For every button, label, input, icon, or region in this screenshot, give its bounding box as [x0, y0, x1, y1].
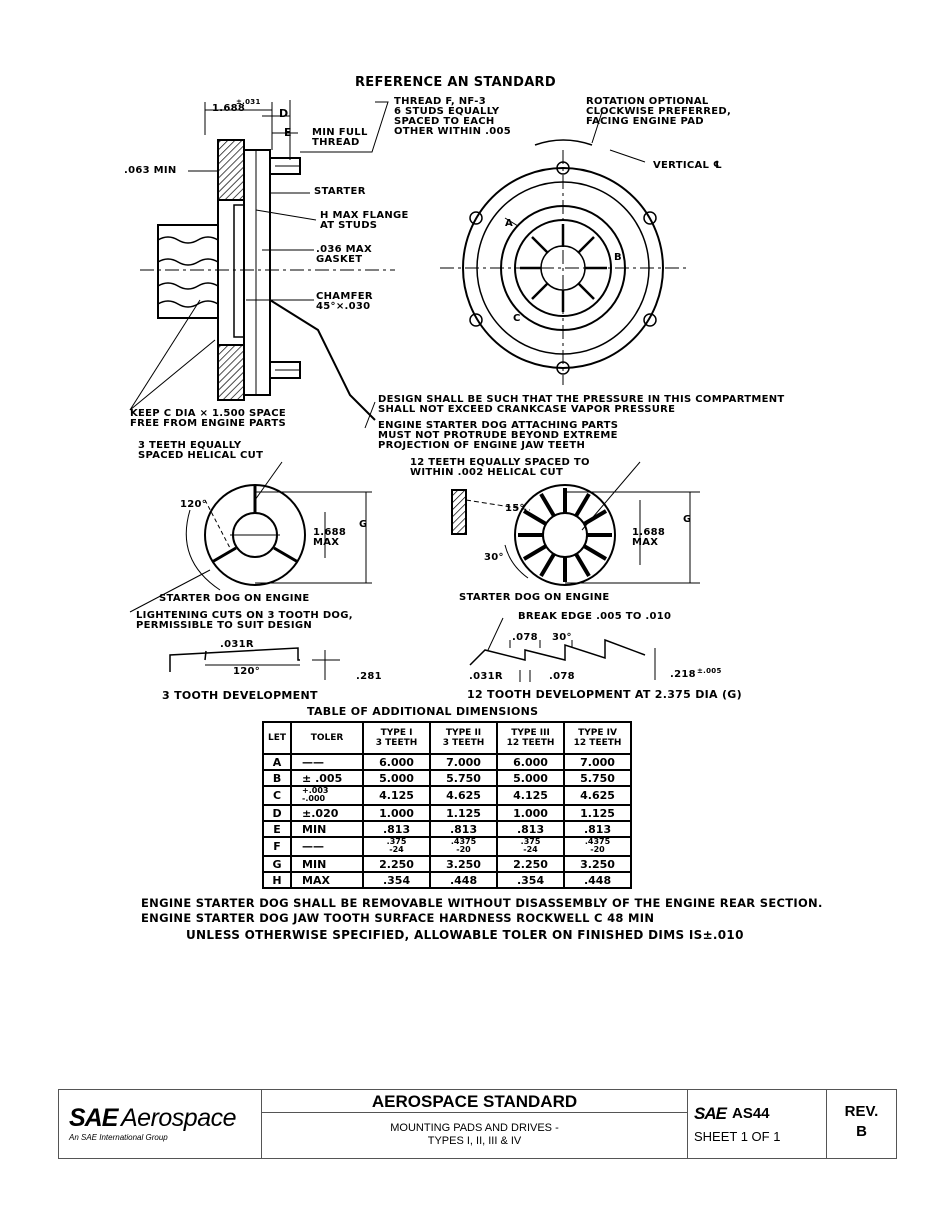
- cell-let: C: [263, 786, 291, 805]
- table-row: [263, 872, 631, 888]
- cell-type-2: 3.250: [430, 856, 497, 872]
- rev-label: REV.: [844, 1103, 879, 1120]
- dim-30-label: 30°: [552, 632, 572, 643]
- cell-let: G: [263, 856, 291, 872]
- starter-label: STARTER: [314, 186, 366, 197]
- r031-b-label: .031R: [469, 671, 503, 682]
- cell-type-2: .448: [430, 872, 497, 888]
- cell-toler: MIN: [291, 821, 363, 837]
- min-063-label: .063 MIN: [124, 165, 177, 176]
- cell-type-2: 7.000: [430, 754, 497, 770]
- thread-stack: .4375 -20: [450, 837, 477, 854]
- logo-subtitle: An SAE International Group: [69, 1133, 168, 1142]
- cell-toler: MAX: [291, 872, 363, 888]
- max-1688-a-label: 1.688 MAX: [313, 527, 347, 548]
- sheet-label: SHEET 1 OF 1: [694, 1129, 781, 1144]
- cell-type-3: .354: [497, 872, 564, 888]
- cell-type-1: 6.000: [363, 754, 430, 770]
- keep-c-note: KEEP C DIA × 1.500 SPACE FREE FROM ENGINE PARTS: [130, 408, 286, 429]
- end-view: [440, 112, 688, 385]
- cell-type-1: 1.000: [363, 805, 430, 821]
- cell-let: A: [263, 754, 291, 770]
- note-tolerance: UNLESS OTHERWISE SPECIFIED, ALLOWABLE TOLER ON FINISHED DIMS IS±.010: [186, 928, 744, 942]
- dim-218-label: .218: [670, 669, 696, 680]
- cell-toler: ——: [291, 754, 363, 770]
- twelve-tooth-dog-view: [452, 462, 700, 585]
- angle-120-label: 120°: [180, 499, 208, 510]
- dim-e-label: E: [284, 126, 292, 139]
- cell-type-3: 5.000: [497, 770, 564, 786]
- max-1688-b-label: 1.688 MAX: [632, 527, 666, 548]
- thread-stack: .375 -24: [520, 837, 541, 854]
- cell-type-1: [363, 837, 430, 856]
- cell-type-2: .813: [430, 821, 497, 837]
- table-row: [263, 837, 631, 856]
- cell-toler: [291, 786, 363, 805]
- rev-value: B: [856, 1123, 867, 1140]
- angle-15-label: 15°: [505, 503, 525, 514]
- thread-stack: .375 -24: [386, 837, 407, 854]
- table-row: [263, 805, 631, 821]
- table-row: [263, 821, 631, 837]
- cell-let: B: [263, 770, 291, 786]
- lightening-cuts-note: LIGHTENING CUTS ON 3 TOOTH DOG, PERMISSIBLE TO SUIT DESIGN: [136, 610, 353, 631]
- rotation-note: ROTATION OPTIONAL CLOCKWISE PREFERRED, FACING ENGINE PAD: [586, 96, 732, 127]
- cell-type-2: 4.625: [430, 786, 497, 805]
- title-block: [58, 1089, 897, 1159]
- cell-let: H: [263, 872, 291, 888]
- table-title: TABLE OF ADDITIONAL DIMENSIONS: [307, 705, 539, 718]
- min-full-thread-label: MIN FULL THREAD: [312, 127, 368, 148]
- cell-type-4: .448: [564, 872, 631, 888]
- dim-078a-label: .078: [512, 632, 538, 643]
- cell-type-1: .354: [363, 872, 430, 888]
- note-hardness: ENGINE STARTER DOG JAW TOOTH SURFACE HARDNESS ROCKWELL C 48 MIN: [141, 911, 655, 925]
- table-row: [263, 754, 631, 770]
- dev-120-label: 120°: [233, 666, 261, 677]
- dim-1688-tol-label: ±.031: [236, 98, 261, 106]
- cell-type-2: 1.125: [430, 805, 497, 821]
- cell-toler: ±.020: [291, 805, 363, 821]
- cell-type-2: 5.750: [430, 770, 497, 786]
- thread-stack: .4375 -20: [584, 837, 611, 854]
- g-a-label: G: [359, 519, 368, 530]
- cell-type-3: 4.125: [497, 786, 564, 805]
- note-removable: ENGINE STARTER DOG SHALL BE REMOVABLE WITHOUT DISASSEMBLY OF THE ENGINE REAR SECTION.: [141, 896, 823, 910]
- cell-type-3: .813: [497, 821, 564, 837]
- g-b-label: G: [683, 514, 692, 525]
- three-tooth-development-label: 3 TOOTH DEVELOPMENT: [162, 689, 318, 702]
- cell-type-4: .813: [564, 821, 631, 837]
- break-edge-label: BREAK EDGE .005 TO .010: [518, 611, 672, 622]
- dim-218-tol-label: ±.005: [697, 667, 722, 675]
- header-type-2: TYPE II 3 TEETH: [430, 722, 497, 754]
- standard-title: AEROSPACE STANDARD: [371, 1092, 578, 1111]
- cell-type-1: 2.250: [363, 856, 430, 872]
- dimensions-table: [262, 721, 632, 889]
- dim-d-label: D: [279, 107, 289, 120]
- dim-1688-label: 1.688: [212, 103, 246, 114]
- revision-cell: [827, 1090, 896, 1158]
- label-a: A: [505, 218, 514, 229]
- dog-attaching-note: ENGINE STARTER DOG ATTACHING PARTS MUST NOT PROTRUDE BEYOND EXTREME PROJECTION OF ENGINE JAW TEETH: [378, 420, 619, 451]
- cell-type-4: 4.625: [564, 786, 631, 805]
- dim-078b-label: .078: [549, 671, 575, 682]
- cell-type-4: 5.750: [564, 770, 631, 786]
- header-type-3: TYPE III 12 TEETH: [497, 722, 564, 754]
- title-cell: [262, 1090, 688, 1158]
- standard-subtitle: MOUNTING PADS AND DRIVES - TYPES I, II, III & IV: [390, 1122, 559, 1147]
- r031-a-label: .031R: [220, 639, 254, 650]
- doc-number: AS44: [732, 1105, 770, 1122]
- cell-type-1: 4.125: [363, 786, 430, 805]
- starter-dog-engine-b: STARTER DOG ON ENGINE: [459, 592, 610, 603]
- cell-type-4: [564, 837, 631, 856]
- table-row: [263, 856, 631, 872]
- design-note: DESIGN SHALL BE SUCH THAT THE PRESSURE IN THIS COMPARTMENT SHALL NOT EXCEED CRANKCASE VAPOR PRESSURE: [378, 394, 785, 415]
- three-teeth-note: 3 TEETH EQUALLY SPACED HELICAL CUT: [138, 440, 264, 461]
- starter-dog-engine-a: STARTER DOG ON ENGINE: [159, 593, 310, 604]
- label-b: B: [614, 252, 622, 263]
- table-row: [263, 786, 631, 805]
- header-let: LET: [263, 722, 291, 754]
- cell-let: D: [263, 805, 291, 821]
- cell-type-1: .813: [363, 821, 430, 837]
- cell-toler: ± .005: [291, 770, 363, 786]
- twelve-tooth-development-label: 12 TOOTH DEVELOPMENT AT 2.375 DIA (G): [467, 688, 742, 701]
- title-divider: [262, 1112, 687, 1113]
- cell-type-3: 6.000: [497, 754, 564, 770]
- header-type-1: TYPE I 3 TEETH: [363, 722, 430, 754]
- angle-30-label: 30°: [484, 552, 504, 563]
- cell-type-4: 1.125: [564, 805, 631, 821]
- aerospace-wordmark: Aerospace: [121, 1104, 237, 1132]
- vertical-centerline-label: VERTICAL ℄: [653, 160, 723, 171]
- drawing-header: REFERENCE AN STANDARD: [355, 75, 556, 90]
- table-header-row: [263, 722, 631, 754]
- logo-cell: [59, 1090, 262, 1158]
- cell-toler: ——: [291, 837, 363, 856]
- sae-logo: SAE: [69, 1104, 118, 1132]
- cell-type-1: 5.000: [363, 770, 430, 786]
- sae-doc-logo: SAE: [694, 1104, 726, 1123]
- dim-281-label: .281: [356, 671, 382, 682]
- h-max-flange-label: H MAX FLANGE AT STUDS: [320, 210, 409, 231]
- toler-stack: +.003 -.000: [302, 786, 329, 803]
- chamfer-label: CHAMFER 45°×.030: [316, 291, 373, 312]
- thread-note: THREAD F, NF-3 6 STUDS EQUALLY SPACED TO EACH OTHER WITHIN .005: [394, 96, 511, 137]
- table-row: [263, 770, 631, 786]
- cell-toler: MIN: [291, 856, 363, 872]
- cell-let: E: [263, 821, 291, 837]
- doc-number-cell: [688, 1090, 827, 1158]
- cell-type-3: 2.250: [497, 856, 564, 872]
- cell-type-3: 1.000: [497, 805, 564, 821]
- cell-type-3: [497, 837, 564, 856]
- gasket-label: .036 MAX GASKET: [316, 244, 372, 265]
- cell-type-4: 3.250: [564, 856, 631, 872]
- cell-let: F: [263, 837, 291, 856]
- label-c: C: [513, 313, 521, 324]
- twelve-teeth-note: 12 TEETH EQUALLY SPACED TO WITHIN .002 HELICAL CUT: [410, 457, 590, 478]
- header-type-4: TYPE IV 12 TEETH: [564, 722, 631, 754]
- cell-type-4: 7.000: [564, 754, 631, 770]
- header-toler: TOLER: [291, 722, 363, 754]
- cell-type-2: [430, 837, 497, 856]
